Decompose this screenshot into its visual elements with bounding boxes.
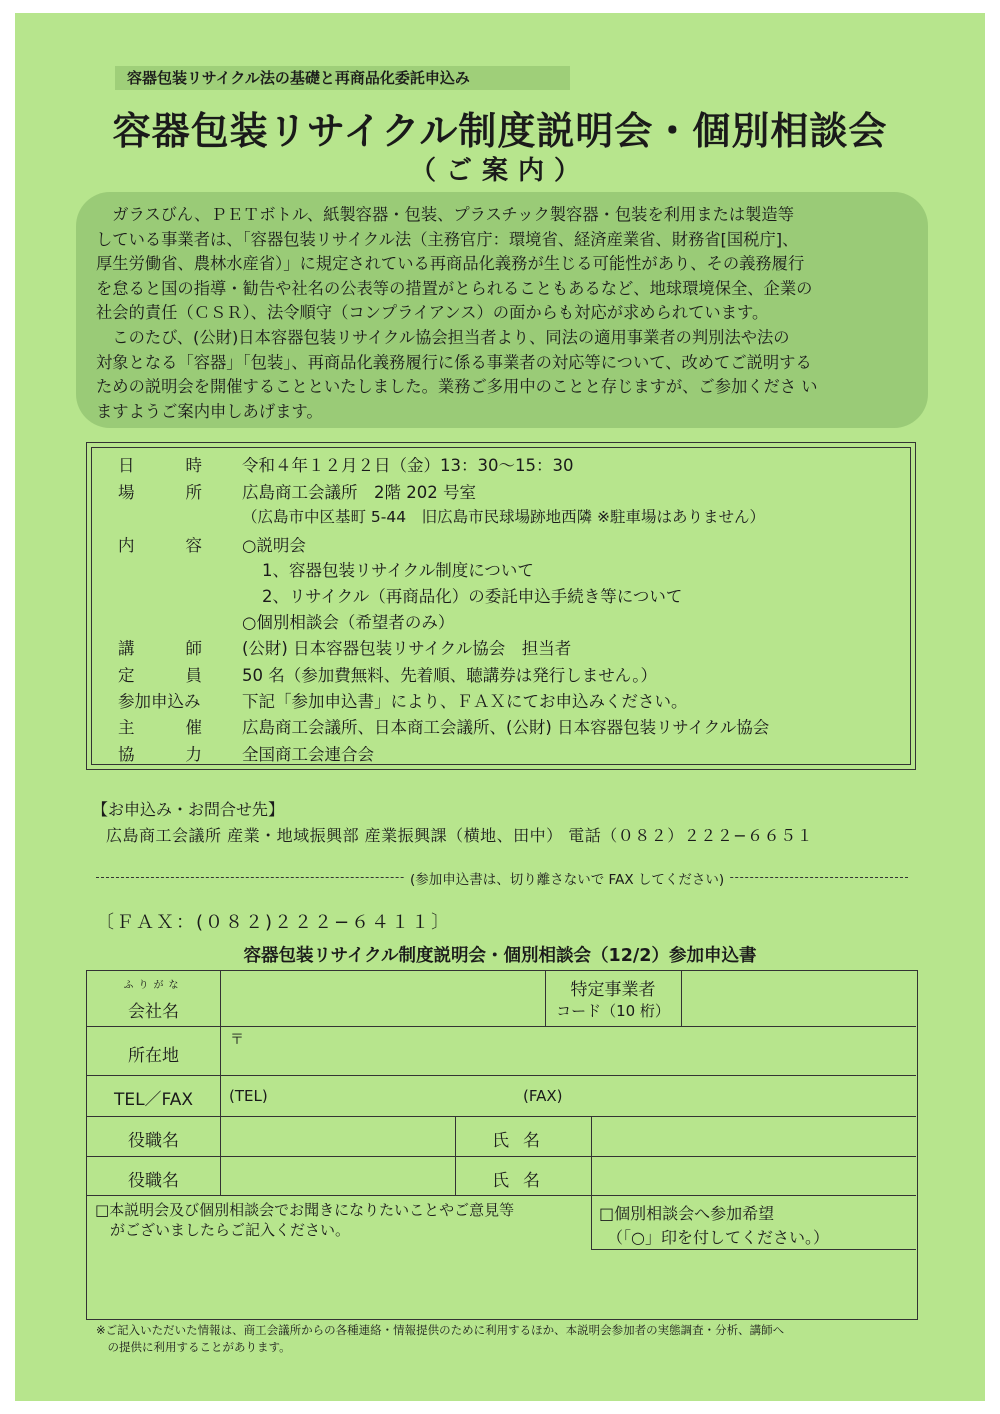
comment-label: がございましたらご記入ください。: [95, 1221, 351, 1239]
tel-label: (TEL): [229, 1087, 268, 1105]
business-code-field[interactable]: [682, 972, 915, 1025]
cut-line-text: (参加申込書は、切り離さないで FAX してください): [404, 868, 730, 888]
cut-line: [96, 868, 908, 888]
intro-line: このたび、(公財)日本容器包装リサイクル協会担当者より、同法の適用事業者の判別法や法の: [96, 327, 790, 347]
privacy-note-line: ※ご記入いただいた情報は、商工会議所からの各種連絡・情報提供のために利用するほか、本説明会参加者の実態調査・分析、講師へ: [96, 1323, 785, 1337]
apply-value: 下記「参加申込書」により、ＦＡＸにてお申込みください。: [242, 692, 688, 711]
place-value: 広島商工会議所 2階 202 号室: [242, 483, 476, 502]
page-guide-label: （ご案内）: [409, 156, 590, 186]
lecturer-label: 講師: [118, 639, 202, 658]
coop-label: 協力: [118, 745, 202, 764]
date-label: 日時: [118, 456, 202, 475]
content-item: ○個別相談会（希望者のみ）: [242, 613, 455, 632]
privacy-note: [96, 1322, 916, 1356]
position-label: 役職名: [128, 1131, 179, 1151]
fax-field-label: (FAX): [523, 1087, 563, 1105]
code-sub-label: コード（10 桁）: [556, 1002, 670, 1020]
name-label: 氏名: [492, 1131, 554, 1151]
place-label: 場所: [118, 483, 202, 502]
privacy-note-line: の提供に利用することがあります。: [96, 1340, 291, 1354]
intro-line: を怠ると国の指導・勧告や社名の公表等の措置がとられることもあるなど、地球環境保全、企業の: [96, 278, 813, 298]
intro-line: 対象となる「容器」「包装」、再商品化義務履行に係る事業者の対応等について、改めてご説明する: [96, 352, 812, 372]
fax-number: 〔ＦＡＸ：(０８２)２２２−６４１１〕: [96, 912, 452, 933]
position-label: 役職名: [128, 1171, 179, 1191]
position-field[interactable]: [221, 1117, 454, 1155]
form-row-divider: [87, 1195, 916, 1196]
code-label: 特定事業者: [570, 980, 656, 1000]
host-value: 広島商工会議所、日本商工会議所、(公財) 日本容器包装リサイクル協会: [242, 718, 770, 737]
position-field[interactable]: [221, 1157, 454, 1194]
intro-line: している事業者は、「容器包装リサイクル法（主務官庁：環境省、経済産業省、財務省[国税庁]、: [96, 229, 799, 249]
content-item: 2、リサイクル（再商品化）の委託申込手続き等について: [262, 587, 683, 606]
comment-label: □本説明会及び個別相談会でお聞きになりたいことやご意見等: [95, 1201, 515, 1219]
content-label: 内容: [118, 536, 202, 555]
contact-details: 広島商工会議所 産業・地域振興部 産業振興課（横地、田中） 電話（０８２）２２２−６６５１: [106, 826, 814, 845]
capacity-label: 定員: [118, 666, 202, 685]
company-label: 会社名: [128, 1002, 179, 1022]
form-title: 容器包装リサイクル制度説明会・個別相談会（12/2）参加申込書: [243, 946, 757, 966]
form-col-divider: [591, 1195, 592, 1249]
date-value: 令和４年１２月２日（金）13：30〜15：30: [242, 456, 574, 475]
intro-line: ための説明会を開催することといたしました。業務ご多用中のことと存じますが、ご参加くださ い: [96, 377, 818, 397]
apply-label: 参加申込み: [118, 692, 201, 711]
company-field[interactable]: [221, 972, 544, 1025]
furigana-label: ふりがな: [123, 980, 184, 991]
intro-line: ますようご案内申しあげます。: [96, 401, 323, 421]
intro-line: 社会的責任（ＣＳＲ）、法令順守（コンプライアンス）の面からも対応が求められています。: [96, 303, 769, 323]
consult-instruction: （「○」印を付してください。）: [607, 1228, 829, 1247]
capacity-value: 50 名（参加費無料、先着順、聴講券は発行しません。）: [242, 666, 657, 685]
telfax-label: TEL／FAX: [113, 1090, 194, 1110]
host-label: 主催: [118, 718, 202, 737]
name-label: 氏名: [492, 1171, 554, 1191]
name-field[interactable]: [592, 1117, 915, 1155]
intro-line: 厚生労働省、農林水産省）」に規定されている再商品化義務が生じる可能性があり、その義務履行: [96, 254, 805, 274]
coop-value: 全国商工会連合会: [242, 745, 374, 764]
telfax-field[interactable]: [221, 1076, 915, 1115]
application-form: [86, 970, 918, 1320]
page-title: 容器包装リサイクル制度説明会・個別相談会: [112, 109, 888, 153]
lecturer-value: (公財) 日本容器包装リサイクル協会 担当者: [242, 639, 572, 658]
comment-field[interactable]: [88, 1239, 590, 1318]
intro-text: [96, 203, 916, 424]
intro-line: ガラスびん、ＰＥＴボトル、紙製容器・包装、プラスチック製容器・包装を利用または製造等: [96, 205, 794, 224]
postal-mark: 〒: [230, 1032, 244, 1048]
header-subtitle: 容器包装リサイクル法の基礎と再商品化委託申込み: [115, 66, 570, 90]
consult-box-bottom: [591, 1249, 916, 1250]
address-label: 所在地: [128, 1046, 179, 1066]
place-note: （広島市中区基町 5-44 旧広島市民球場跡地西隣 ※駐車場はありません）: [242, 508, 766, 526]
address-field[interactable]: [221, 1027, 915, 1074]
contact-heading: 【お申込み・お問合せ先】: [92, 800, 285, 819]
content-item: ○説明会: [242, 536, 306, 555]
consult-checkbox-label[interactable]: □個別相談会へ参加希望: [599, 1204, 775, 1223]
content-item: 1、容器包装リサイクル制度について: [262, 561, 534, 580]
name-field[interactable]: [592, 1157, 915, 1194]
